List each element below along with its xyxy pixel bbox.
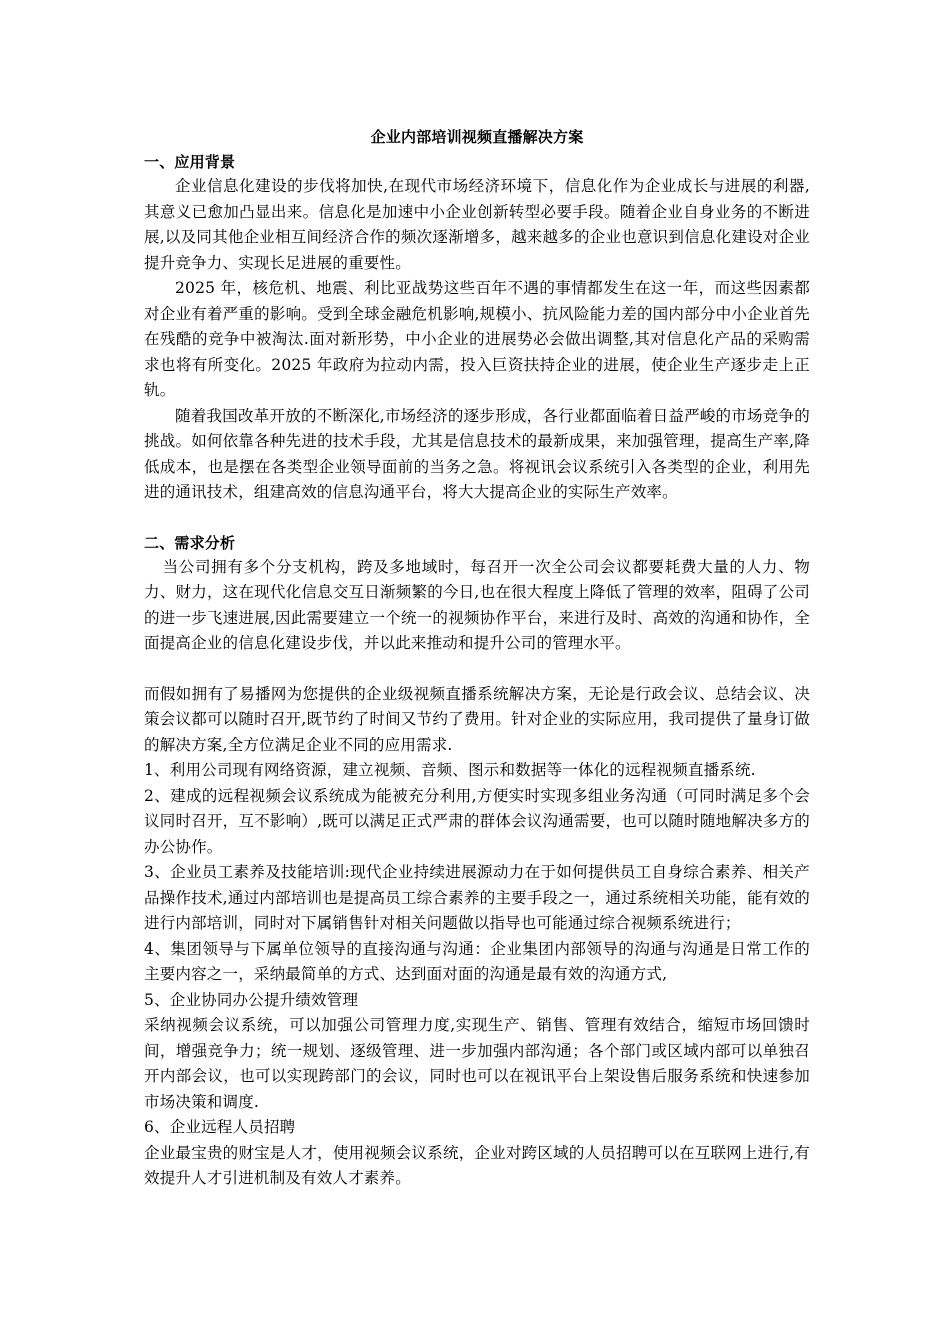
- blank-line: [144, 506, 810, 531]
- blank-line: [144, 657, 810, 682]
- section-heading-background: 一、应用背景: [144, 153, 236, 171]
- section-heading-requirements: 二、需求分析: [144, 533, 236, 552]
- paragraph: 企业最宝贵的财宝是人才，使用视频会议系统，企业对跨区域的人员招聘可以在互联网上进行,有效提升人才引进机制及有效人才素养。: [144, 1143, 810, 1187]
- list-item: 6、企业远程人员招聘: [144, 1118, 296, 1136]
- document-title: 企业内部培训视频直播解决方案: [370, 128, 584, 146]
- paragraph: 企业信息化建设的步伐将加快,在现代市场经济环境下，信息化作为企业成长与进展的利器,其意义已愈加凸显出来。信息化是加速中小企业创新转型必要手段。随着企业自身业务的不断进展,以及同其他企业相互间经济合作的频次逐渐增多，越来越多的企业也意识到信息化建设对企业提升竞争力、实现长足进展的重要性。: [144, 177, 810, 272]
- list-item: 3、企业员工素养及技能培训:现代企业持续进展源动力在于如何提供员工自身综合素养、相关产品操作技术,通过内部培训也是提高员工综合素养的主要手段之一，通过系统相关功能，能有效的进行内部培训，同时对下属销售针对相关问题做以指导也可能通过综合视频系统进行；: [144, 863, 810, 932]
- paragraph: 而假如拥有了易播网为您提供的企业级视频直播系统解决方案，无论是行政会议、总结会议、决策会议都可以随时召开,既节约了时间又节约了费用。针对企业的实际应用，我司提供了量身订做的解决方案,全方位满足企业不同的应用需求.: [144, 684, 810, 754]
- paragraph: 采纳视频会议系统，可以加强公司管理力度,实现生产、销售、管理有效结合，缩短市场回馈时间，增强竞争力；统一规划、逐级管理、进一步加强内部沟通；各个部门或区域内部可以单独召开内部会议，也可以实现跨部门的会议，同时也可以在视讯平台上架设售后服务系统和快速参加市场决策和调度.: [144, 1016, 810, 1111]
- document-page: [144, 126, 810, 1192]
- list-item: 2、建成的远程视频会议系统成为能被充分利用,方便实时实现多组业务沟通（可同时满足多个会议同时召开，互不影响）,既可以满足正式严肃的群体会议沟通需要，也可以随时随地解决多方的办公协作。: [144, 786, 810, 856]
- list-item: 5、企业协同办公提升绩效管理: [144, 990, 359, 1009]
- paragraph: 当公司拥有多个分支机构，跨及多地域时，每召开一次全公司会议都要耗费大量的人力、物力、财力，这在现代化信息交互日渐频繁的今日,也在很大程度上降低了管理的效率，阻碍了公司的进一步飞速进展,因此需要建立一个统一的视频协作平台，来进行及时、高效的沟通和协作，全面提高企业的信息化建设步伐，并以此来推动和提升公司的管理水平。: [144, 557, 810, 652]
- paragraph: 2025 年，核危机、地震、利比亚战势这些百年不遇的事情都发生在这一年，而这些因素都对企业有着严重的影响。受到全球金融危机影响,规模小、抗风险能力差的国内部分中小企业首先在残酷的竞争中被淘汰.面对新形势，中小企业的进展势必会做出调整,其对信息化产品的采购需求也将有所变化。2025 年政府为拉动内需，投入巨资扶持企业的进展，使企业生产逐步走上正轨。: [144, 279, 810, 399]
- list-item: 4、集团领导与下属单位领导的直接沟通与沟通：企业集团内部领导的沟通与沟通是日常工作的主要内容之一，采纳最简单的方式、达到面对面的沟通是最有效的沟通方式,: [144, 939, 810, 983]
- list-item: 1、利用公司现有网络资源，建立视频、音频、图示和数据等一体化的远程视频直播系统.: [144, 761, 756, 779]
- paragraph: 随着我国改革开放的不断深化,市场经济的逐步形成，各行业都面临着日益严峻的市场竞争的挑战。如何依靠各种先进的技术手段，尤其是信息技术的最新成果，来加强管理，提高生产率,降低成本，也是摆在各类型企业领导面前的当务之急。将视讯会议系统引入各类型的企业，利用先进的通讯技术，组建高效的信息沟通平台，将大大提高企业的实际生产效率。: [144, 406, 810, 501]
